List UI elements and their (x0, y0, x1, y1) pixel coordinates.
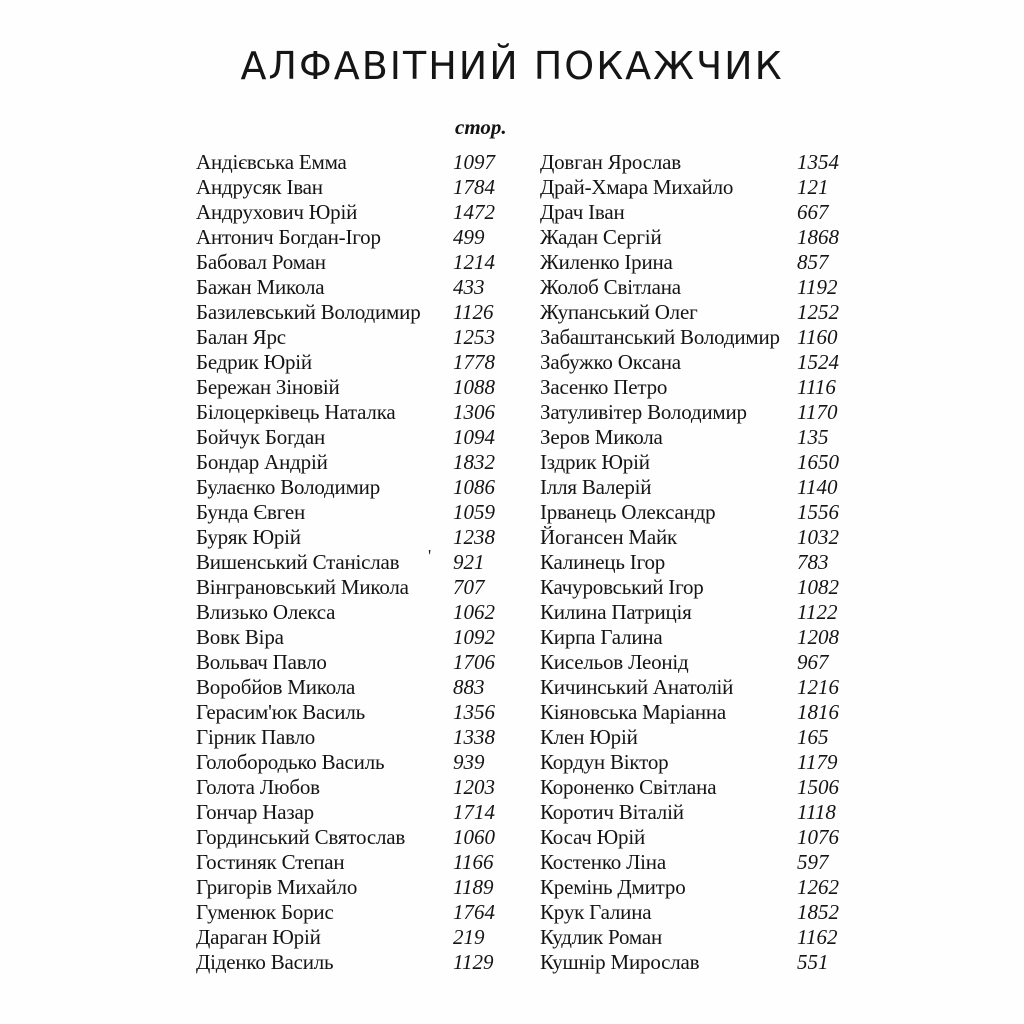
entry-name: Жадан Сергій (540, 225, 662, 249)
index-entry (196, 950, 496, 975)
entry-name: Воробйов Микола (196, 675, 356, 699)
entry-page-number: 165 (797, 725, 829, 749)
index-entry (196, 875, 496, 900)
index-column-left (196, 150, 496, 975)
entry-page-number: 1097 (453, 150, 495, 174)
entry-page-number: 1203 (453, 775, 495, 799)
index-entry (540, 200, 842, 225)
entry-page-number: 1126 (453, 300, 494, 324)
entry-name: Кремінь Дмитро (540, 875, 686, 899)
index-entry (196, 175, 496, 200)
entry-page-number: 1179 (797, 750, 838, 774)
entry-page-number: 1868 (797, 225, 839, 249)
entry-page-number: 883 (453, 675, 485, 699)
entry-name: Іздрик Юрій (540, 450, 650, 474)
entry-name: Кудлик Роман (540, 925, 663, 949)
index-entry (196, 675, 496, 700)
entry-name: Григорів Михайло (196, 875, 358, 899)
index-entry (540, 275, 842, 300)
entry-page-number: 1506 (797, 775, 839, 799)
entry-page-number: 1252 (797, 300, 839, 324)
index-entry (196, 800, 496, 825)
entry-name: Качуровський Ігор (540, 575, 704, 599)
entry-name: Жиленко Ірина (540, 250, 673, 274)
index-entry (540, 250, 842, 275)
index-entry (540, 900, 842, 925)
entry-name: Забужко Оксана (540, 350, 681, 374)
entry-name: Жолоб Світлана (540, 275, 681, 299)
entry-name: Вінграновський Микола (196, 575, 409, 599)
entry-page-number: 1852 (797, 900, 839, 924)
entry-page-number: 1122 (797, 600, 838, 624)
entry-page-number: 1238 (453, 525, 495, 549)
index-entry (540, 950, 842, 975)
index-entry (196, 700, 496, 725)
index-entry (540, 375, 842, 400)
index-entry (540, 725, 842, 750)
index-entry (540, 575, 842, 600)
entry-page-number: 1214 (453, 250, 495, 274)
entry-page-number: 551 (797, 950, 829, 974)
index-entry (540, 150, 842, 175)
entry-page-number: 1208 (797, 625, 839, 649)
entry-page-number: 1189 (453, 875, 494, 899)
entry-page-number: 1140 (797, 475, 838, 499)
entry-name: Вишенський Станіслав (196, 550, 400, 574)
entry-name: Гординський Святослав (196, 825, 406, 849)
entry-name: Бунда Євген (196, 500, 306, 524)
entry-name: Голобородько Василь (196, 750, 385, 774)
index-entry (540, 475, 842, 500)
index-entry (196, 400, 496, 425)
index-entry (196, 925, 496, 950)
index-entry (196, 375, 496, 400)
stray-mark: ' (428, 546, 432, 566)
entry-page-number: 783 (797, 550, 829, 574)
entry-name: Забаштанський Володимир (540, 325, 780, 349)
entry-page-number: 1170 (797, 400, 838, 424)
entry-page-number: 1116 (797, 375, 836, 399)
index-entry (196, 150, 496, 175)
index-entry (196, 750, 496, 775)
entry-name: Довган Ярослав (540, 150, 681, 174)
index-entry (196, 250, 496, 275)
index-entry (540, 550, 842, 575)
index-entry (540, 675, 842, 700)
index-entry (540, 425, 842, 450)
entry-name: Йогансен Майк (540, 525, 678, 549)
index-entry (540, 500, 842, 525)
entry-name: Бондар Андрій (196, 450, 328, 474)
entry-name: Бережан Зіновій (196, 375, 340, 399)
entry-page-number: 1082 (797, 575, 839, 599)
index-entry (196, 775, 496, 800)
entry-name: Кіяновська Маріанна (540, 700, 727, 724)
entry-page-number: 1060 (453, 825, 495, 849)
index-entry (196, 575, 496, 600)
entry-page-number: 857 (797, 250, 829, 274)
index-entry (540, 325, 842, 350)
entry-page-number: 1524 (797, 350, 839, 374)
entry-name: Білоцерківець Наталка (196, 400, 396, 424)
index-entry (196, 546, 496, 575)
entry-name: Влизько Олекса (196, 600, 336, 624)
entry-page-number: 1160 (797, 325, 838, 349)
index-entry (196, 850, 496, 875)
entry-name: Гостиняк Степан (196, 850, 345, 874)
entry-page-number: 499 (453, 225, 485, 249)
index-entry (196, 350, 496, 375)
entry-page-number: 667 (797, 200, 829, 224)
entry-name: Голота Любов (196, 775, 320, 799)
entry-page-number: 1166 (453, 850, 494, 874)
entry-name: Зеров Микола (540, 425, 663, 449)
entry-name: Жупанський Олег (540, 300, 698, 324)
index-entry (540, 700, 842, 725)
index-entry (540, 775, 842, 800)
index-entry (540, 350, 842, 375)
entry-name: Гуменюк Борис (196, 900, 334, 924)
entry-page-number: 1556 (797, 500, 839, 524)
index-entry (196, 425, 496, 450)
entry-page-number: 967 (797, 650, 829, 674)
entry-page-number: 597 (797, 850, 829, 874)
entry-page-number: 921 (453, 550, 485, 574)
entry-name: Булаєнко Володимир (196, 475, 381, 499)
entry-page-number: 1062 (453, 600, 495, 624)
entry-page-number: 1076 (797, 825, 839, 849)
index-entry (196, 325, 496, 350)
entry-name: Косач Юрій (540, 825, 646, 849)
entry-page-number: 1088 (453, 375, 495, 399)
page-title: АЛФАВІТНИЙ ПОКАЖЧИК (240, 44, 784, 88)
entry-page-number: 1262 (797, 875, 839, 899)
entry-page-number: 1784 (453, 175, 495, 199)
entry-name: Бабовал Роман (196, 250, 326, 274)
entry-name: Андрусяк Іван (196, 175, 323, 199)
entry-name: Кичинський Анатолій (540, 675, 734, 699)
index-entry (196, 450, 496, 475)
entry-page-number: 1086 (453, 475, 495, 499)
entry-page-number: 1706 (453, 650, 495, 674)
index-entry (540, 625, 842, 650)
index-entry (196, 525, 496, 550)
entry-page-number: 1714 (453, 800, 495, 824)
entry-page-number: 1118 (797, 800, 836, 824)
entry-name: Бедрик Юрій (196, 350, 312, 374)
entry-page-number: 1192 (797, 275, 838, 299)
entry-page-number: 1253 (453, 325, 495, 349)
entry-page-number: 1094 (453, 425, 495, 449)
entry-page-number: 1216 (797, 675, 839, 699)
entry-name: Костенко Ліна (540, 850, 666, 874)
entry-name: Герасим'юк Василь (196, 700, 365, 724)
index-entry (196, 275, 496, 300)
index-entry (196, 625, 496, 650)
index-entry (540, 800, 842, 825)
index-entry (196, 475, 496, 500)
index-entry (196, 725, 496, 750)
entry-page-number: 1306 (453, 400, 495, 424)
index-entry (540, 525, 842, 550)
entry-name: Ірванець Олександр (540, 500, 716, 524)
entry-page-number: 1778 (453, 350, 495, 374)
entry-name: Кушнір Мирослав (540, 950, 700, 974)
entry-page-number: 1472 (453, 200, 495, 224)
entry-page-number: 1816 (797, 700, 839, 724)
entry-name: Ілля Валерій (540, 475, 652, 499)
entry-name: Драч Іван (540, 200, 625, 224)
entry-name: Антонич Богдан-Ігор (196, 225, 381, 249)
index-entry (540, 600, 842, 625)
entry-name: Затуливітер Володимир (540, 400, 747, 424)
entry-name: Короненко Світлана (540, 775, 717, 799)
entry-name: Гірник Павло (196, 725, 316, 749)
entry-page-number: 1650 (797, 450, 839, 474)
index-entry (540, 400, 842, 425)
index-entry (540, 850, 842, 875)
index-entry (196, 600, 496, 625)
entry-page-number: 1764 (453, 900, 495, 924)
entry-name: Буряк Юрій (196, 525, 301, 549)
index-entry (540, 925, 842, 950)
entry-name: Діденко Василь (196, 950, 334, 974)
index-entry (196, 900, 496, 925)
index-entry (196, 225, 496, 250)
entry-page-number: 1162 (797, 925, 838, 949)
entry-name: Килина Патриція (540, 600, 692, 624)
entry-page-number: 219 (453, 925, 485, 949)
entry-page-number: 1354 (797, 150, 839, 174)
entry-name: Андієвська Емма (196, 150, 347, 174)
index-entry (540, 750, 842, 775)
entry-page-number: 707 (453, 575, 485, 599)
index-entry (196, 200, 496, 225)
entry-name: Кирпа Галина (540, 625, 663, 649)
entry-name: Кордун Віктор (540, 750, 669, 774)
entry-name: Бойчук Богдан (196, 425, 326, 449)
index-entry (540, 825, 842, 850)
entry-name: Балан Ярс (196, 325, 286, 349)
entry-page-number: 1092 (453, 625, 495, 649)
index-entry (196, 825, 496, 850)
entry-page-number: 1832 (453, 450, 495, 474)
entry-page-number: 1059 (453, 500, 495, 524)
index-entry (540, 450, 842, 475)
entry-name: Гончар Назар (196, 800, 314, 824)
entry-name: Андрухович Юрій (196, 200, 358, 224)
index-entry (196, 300, 496, 325)
index-entry (196, 650, 496, 675)
entry-name: Засенко Петро (540, 375, 668, 399)
entry-name: Дараган Юрій (196, 925, 321, 949)
entry-page-number: 135 (797, 425, 829, 449)
entry-name: Драй-Хмара Михайло (540, 175, 734, 199)
entry-name: Вовк Віра (196, 625, 284, 649)
entry-name: Калинець Ігор (540, 550, 666, 574)
index-entry (540, 225, 842, 250)
entry-page-number: 1356 (453, 700, 495, 724)
entry-name: Коротич Віталій (540, 800, 684, 824)
index-column-right (540, 150, 842, 975)
entry-name: Базилевський Володимир (196, 300, 421, 324)
entry-page-number: 121 (797, 175, 829, 199)
index-entry (540, 875, 842, 900)
index-entry (540, 650, 842, 675)
entry-page-number: 433 (453, 275, 485, 299)
index-entry (196, 500, 496, 525)
entry-name: Бажан Микола (196, 275, 325, 299)
entry-page-number: 1129 (453, 950, 494, 974)
entry-name: Кисельов Леонід (540, 650, 689, 674)
entry-name: Клен Юрій (540, 725, 638, 749)
entry-name: Вольвач Павло (196, 650, 327, 674)
page-column-label: стор. (455, 115, 507, 139)
entry-page-number: 1338 (453, 725, 495, 749)
index-entry (540, 300, 842, 325)
entry-page-number: 939 (453, 750, 485, 774)
entry-name: Крук Галина (540, 900, 652, 924)
entry-page-number: 1032 (797, 525, 839, 549)
index-entry (540, 175, 842, 200)
